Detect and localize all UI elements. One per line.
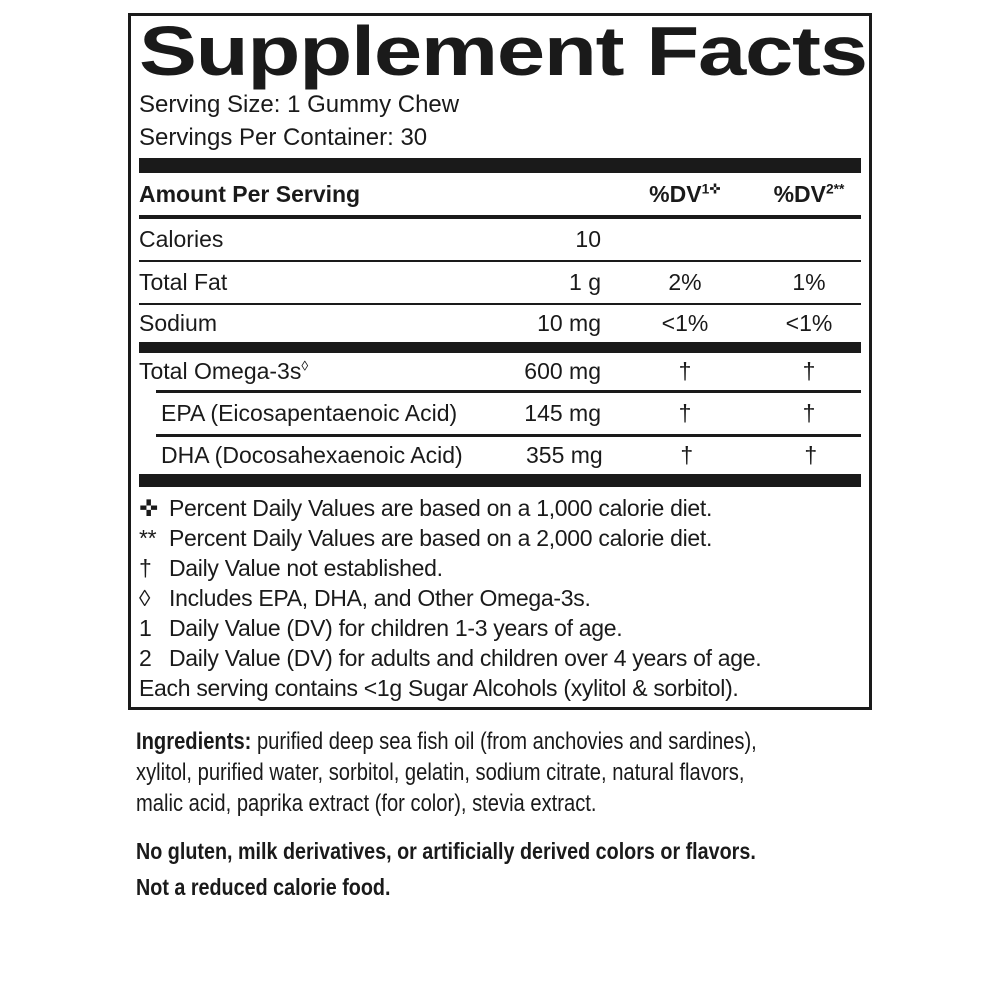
footnotes-section — [139, 493, 861, 703]
ingredients-label: Ingredients: — [136, 728, 252, 755]
nutrient-amount: 600 mg — [524, 358, 601, 384]
amount-per-serving-label: Amount Per Serving — [139, 180, 361, 207]
table-row-total-fat — [139, 262, 861, 303]
nutrient-dv2: † — [802, 400, 816, 426]
table-row-dha — [139, 437, 861, 474]
dv1-column-header — [601, 181, 751, 208]
dv2-superscript: 2** — [825, 180, 845, 196]
ingredients-line: Ingredients: purified deep sea fish oil (from anchovies and sardines), — [136, 728, 757, 755]
supplement-facts-panel — [128, 13, 872, 710]
nutrient-dv2: 1% — [792, 269, 826, 295]
cross-symbol: ✜ — [139, 495, 158, 521]
lozenge-symbol: ◊ — [139, 585, 151, 611]
nutrient-dv1: † — [680, 442, 694, 468]
dagger-symbol: † — [139, 555, 152, 581]
serving-size: Serving Size: 1 Gummy Chew — [139, 91, 460, 118]
nutrient-dv1: <1% — [661, 310, 709, 336]
ingredients-line: xylitol, purified water, sorbitol, gelatin, sodium citrate, natural flavors, — [136, 759, 745, 786]
nutrient-amount: 10 — [575, 226, 601, 252]
nutrient-dv2: † — [802, 358, 816, 384]
ingredients-section — [136, 726, 892, 819]
table-row-total-omega3s — [139, 353, 861, 390]
footnote-dv2-basis: ** Percent Daily Values are based on a 2,000 calorie diet. — [139, 525, 713, 551]
nutrient-name: Total Omega-3s◊ — [139, 358, 309, 384]
no-gluten-claim: No gluten, milk derivatives, or artificially derived colors or flavors. — [136, 838, 756, 864]
nutrient-dv1: 2% — [668, 269, 702, 295]
nutrient-name: DHA (Docosahexaenoic Acid) — [161, 442, 463, 468]
nutrient-dv2: † — [804, 442, 818, 468]
nutrient-amount: 10 mg — [537, 310, 601, 336]
footnote-number: 1 — [139, 615, 152, 641]
footnote-dagger: † Daily Value not established. — [139, 555, 443, 581]
nutrient-amount: 145 mg — [524, 400, 601, 426]
dv1-superscript: 1✜ — [701, 180, 721, 196]
table-row-sodium — [139, 305, 861, 342]
footnote-number: 2 — [139, 645, 152, 671]
table-header-row — [139, 173, 861, 215]
table-row-calories — [139, 219, 861, 260]
nutrient-name: Sodium — [139, 310, 217, 336]
nutrient-dv1: † — [678, 400, 692, 426]
thick-divider-top — [139, 158, 861, 173]
table-row-epa — [139, 393, 861, 434]
dv2-column-header — [751, 181, 861, 208]
footnote-dv-adults: 2 Daily Value (DV) for adults and children over 4 years of age. — [139, 645, 762, 671]
dv2-label: %DV — [773, 180, 826, 207]
footnote-lozenge: ◊ Includes EPA, DHA, and Other Omega-3s. — [139, 585, 591, 611]
nutrient-amount: 1 g — [569, 269, 601, 295]
servings-per-container: Servings Per Container: 30 — [139, 124, 428, 151]
nutrient-dv1: † — [678, 358, 692, 384]
panel-title: Supplement Facts — [139, 13, 867, 90]
double-asterisk-symbol: ** — [139, 525, 157, 551]
nutrient-name: Total Fat — [139, 269, 228, 295]
nutrient-name: Calories — [139, 226, 224, 252]
nutrient-name: EPA (Eicosapentaenoic Acid) — [161, 400, 458, 426]
footnote-sugar-alcohols: Each serving contains <1g Sugar Alcohols (xylitol & sorbitol). — [139, 675, 739, 701]
ingredients-line: malic acid, paprika extract (for color), stevia extract. — [136, 790, 597, 817]
thick-divider-footnotes — [139, 474, 861, 487]
nutrient-amount: 355 mg — [526, 442, 603, 468]
not-reduced-calorie-claim: Not a reduced calorie food. — [136, 874, 391, 900]
lozenge-superscript: ◊ — [301, 358, 309, 374]
nutrient-dv2: <1% — [785, 310, 833, 336]
footnote-dv-children: 1 Daily Value (DV) for children 1-3 years of age. — [139, 615, 623, 641]
footnote-dv1-basis: ✜ Percent Daily Values are based on a 1,000 calorie diet. — [139, 495, 713, 521]
thick-divider-mid — [139, 342, 861, 353]
dv1-label: %DV — [649, 180, 702, 207]
